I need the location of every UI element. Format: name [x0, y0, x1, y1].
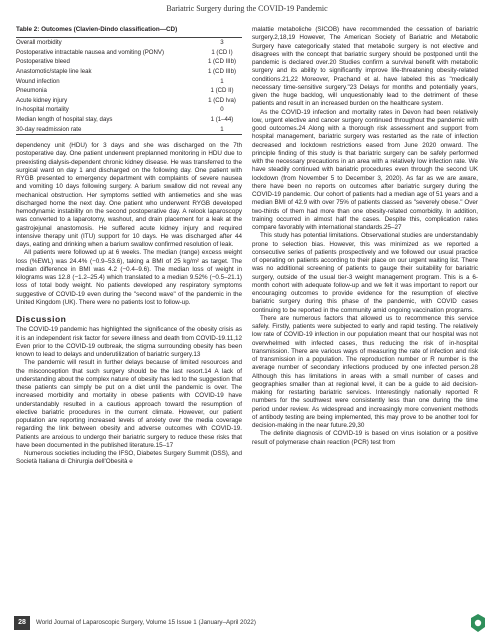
table-cell-label: Acute kidney injury [16, 96, 68, 104]
page-number: 28 [14, 616, 30, 630]
table-row [16, 105, 242, 115]
table-cell-value: 0 [220, 106, 224, 114]
table-cell-value: 1 (1–44) [210, 116, 234, 123]
journal-badge-icon [470, 613, 486, 633]
table-cell-label: 30-day readmission rate [16, 125, 202, 135]
table-row [16, 96, 242, 106]
table-row [16, 125, 242, 135]
body-paragraph: The definite diagnosis of COVID-19 is based on virus isolation or a positive result of polymerase chain reaction (PCR) test from [252, 430, 478, 446]
right-column [252, 26, 478, 447]
table-row [16, 86, 242, 96]
body-paragraph: This study has potential limitations. Observational studies are understandably prone to selection bias. However, this was minimized as we reported a consecutive series of patients prospectively and we followed our usual practice of operating on patients according to their place on our urgent waiting list. There was no additional screening of patients to gauge their suitability for bariatric surgery, outside of the usual tier-3 weight management program. This is a 6-month cohort with adequate follow-up and we felt it was important to report our encouraging outcomes to provide evidence for the resumption of elective bariatric surgery during this phase of the pandemic, with COVID cases continuing to be reported in the community amid ongoing vaccination programs. [252, 232, 478, 314]
section-heading-discussion: Discussion [16, 314, 67, 325]
table-row [16, 57, 242, 67]
table-cell-label: In-hospital mortality [16, 106, 69, 114]
left-column [16, 26, 242, 467]
body-paragraph: dependency unit (HDU) for 3 days and she was discharged on the 7th postoperative day. One patient underwent preplanned monitoring in HDU due to preexisting dialysis-dependent chronic kidney disease. He was transferred to the surgical ward on day 1 and discharged on the following day. One patient with RYGB presented to emergency department with complaints of severe nausea and vomiting 10 days following surgery. A barium swallow did not reveal any mechanical obstruction. Her symptoms settled with antiemetics and she was discharged home the next day. One patient who underwent RYGB developed hemodynamic instability on the second postoperative day. A relook laparoscopy was converted to a laparotomy, washout, and drain placement for a leak at the gastrojejunal anastomosis. He suffered acute kidney injury and required intensive therapy unit (ITU) support for 10 days. He was discharged after 44 days, eating and drinking when a barium swallow confirmed resolution of leak. [16, 142, 242, 249]
table-cell-value: 1 (CD IIIb) [207, 68, 237, 76]
table-cell-label: Median length of hospital stay, days [16, 116, 113, 123]
table-cell-value: 3 [202, 38, 242, 48]
outcomes-table [16, 37, 242, 135]
table-cell-label: Postoperative intractable nausea and vomiting (PONV) [16, 48, 165, 56]
table-cell-label: Anastomotic/staple line leak [16, 68, 92, 76]
body-paragraph: As the COVID-19 infection and mortality rates in Devon had been relatively low, urgent elective and cancer surgery continued throughout the pandemic with good outcomes.24 Along with a thorough risk assessment and support from hospital management, bariatric surgery was restarted as the rate of infection decreased and lockdown restrictions eased from June 2020 onward. The principle finding of this study is that bariatric surgery can be safely performed with the necessary precautions in an area with a relatively low infection rate. We have steadily continued with bariatric procedures even through the second UK lockdown (from November 5 to December 3, 2020). As far as we are aware, there have been no reports on outcomes after bariatric surgery during the COVID-19 pandemic. Our cohort of patients had a median age of 51 years and a median BMI of 42.9 with over 75% of patients classed as "severely obese." Over two-thirds of them had more than one obesity-related comorbidity. In addition, training occurred in almost half the cases. Despite this, complication rates compare favorably with international standards.25–27 [252, 108, 478, 231]
table-cell-value: 1 (CD Iva) [208, 96, 236, 104]
table-cell-value: 1 [220, 77, 224, 85]
table-row [16, 48, 242, 58]
table-row [16, 115, 242, 125]
table-row [16, 67, 242, 77]
body-paragraph: The pandemic will result in further delays because of limited resources and the misconception that such surgery should be the last resort.14 A lack of understanding about the complex nature of obesity has led to the suggestion that these patients can simply be put on a diet until the pandemic is over. The increased morbidity and mortality in obese patients with COVID-19 have understandably resulted in a cautious approach toward the resumption of elective bariatric procedures in the current climate. However, our patient population are reporting increased levels of anxiety over the media coverage regarding the link between obesity and adverse outcomes with COVID-19. Patients are anxious to undergo their bariatric surgery to reduce these risks that have been documented in the published literature.15–17 [16, 359, 242, 449]
body-paragraph: malattie metaboliche (SICOB) have recommended the cessation of bariatric surgery.2,18,19 However, The American Society of Bariatric and Metabolic Surgery have categorically stated that metabolic surgery is not elective and disagrees with the concept that bariatric surgery should be postponed until the pandemic is declared over.20 Studies confirm a survival benefit with metabolic surgery and its ability to significantly improve life-threatening obesity-related conditions.21,22 Moreover, Prachand et al. have labeled this as "medically necessary time-sensitive surgery."23 Delays for months and potentially years, given the huge backlog, will unquestionably lead to the detriment of these patients and result in an increased burden on the healthcare system. [252, 26, 478, 108]
table-cell-label: Pneumonia [16, 87, 47, 95]
table-cell-label: Postoperative bleed [16, 58, 70, 66]
body-paragraph: The COVID-19 pandemic has highlighted the significance of the obesity crisis as it is an independent risk factor for severe illness and death from COVID-19.11,12 Even prior to the COVID-19 outbreak, the stigma surrounding obesity has been known to lead to delays and underutilization of bariatric surgery.13 [16, 326, 242, 359]
table-cell-value: 1 (CD II) [210, 87, 234, 95]
table-cell-label: Wound infection [16, 77, 60, 85]
body-paragraph: There are numerous factors that allowed us to recommence this service safely. Firstly, patients were subjected to early and rapid testing. The relatively low rate of COVID-19 infection in our population meant that our hospital was not overwhelmed with infected cases, thus reducing the risk of in-hospital transmission. There are various ways of measuring the rate of infection and risk of transmission in a population. The reproduction number or R number is the average number of secondary infections produced by one infected person.28 Although this has limitations in areas with a small number of cases and geographies smaller than at regional level, it can be a guide to aid decision-making for restarting bariatric services. Interestingly nationally reported R numbers for the southwest were consistently less than one during the time period under review. As widespread and increasingly more convenient methods of antibody testing are being implemented, this may prove to be another tool for decision-making in the near future.29,30 [252, 314, 478, 429]
table-cell-value: 1 (CD I) [211, 48, 233, 56]
journal-footer: World Journal of Laparoscopic Surgery, Volume 15 Issue 1 (January–April 2022) [36, 619, 256, 626]
table-cell-value: 1 (CD IIIb) [207, 58, 237, 66]
table-cell-label: Overall morbidity [16, 38, 202, 48]
table-cell-value: 1 [202, 125, 242, 135]
body-paragraph: All patients were followed up at 6 weeks. The median (range) excess weight loss (%EWL) was 24.4% (−0.9–53.6), taking a BMI of 25 kg/m² as target. The median difference in BMI was 4.2 (−0.4–9.6). The median loss of weight in kilograms was 12.8 (−1.2–25.4) which translated to a median 9.52% (−0.5–21.1) loss of total body weight. No patients developed any respiratory symptoms suggestive of COVID-19 even during the "second wave" of the pandemic in the United Kingdom (UK). There were no patients lost to follow-up. [16, 249, 242, 306]
running-head: Bariatric Surgery during the COVID-19 Pandemic [166, 4, 328, 13]
table-row [16, 38, 242, 48]
table-row [16, 77, 242, 87]
body-paragraph: Numerous societies including the IFSO, Diabetes Surgery Summit (DSS), and Società Italiana di Chirurgia dell'Obesità e [16, 450, 242, 466]
table-caption: Table 2: Outcomes (Clavien-Dindo classification—CD) [16, 26, 178, 33]
